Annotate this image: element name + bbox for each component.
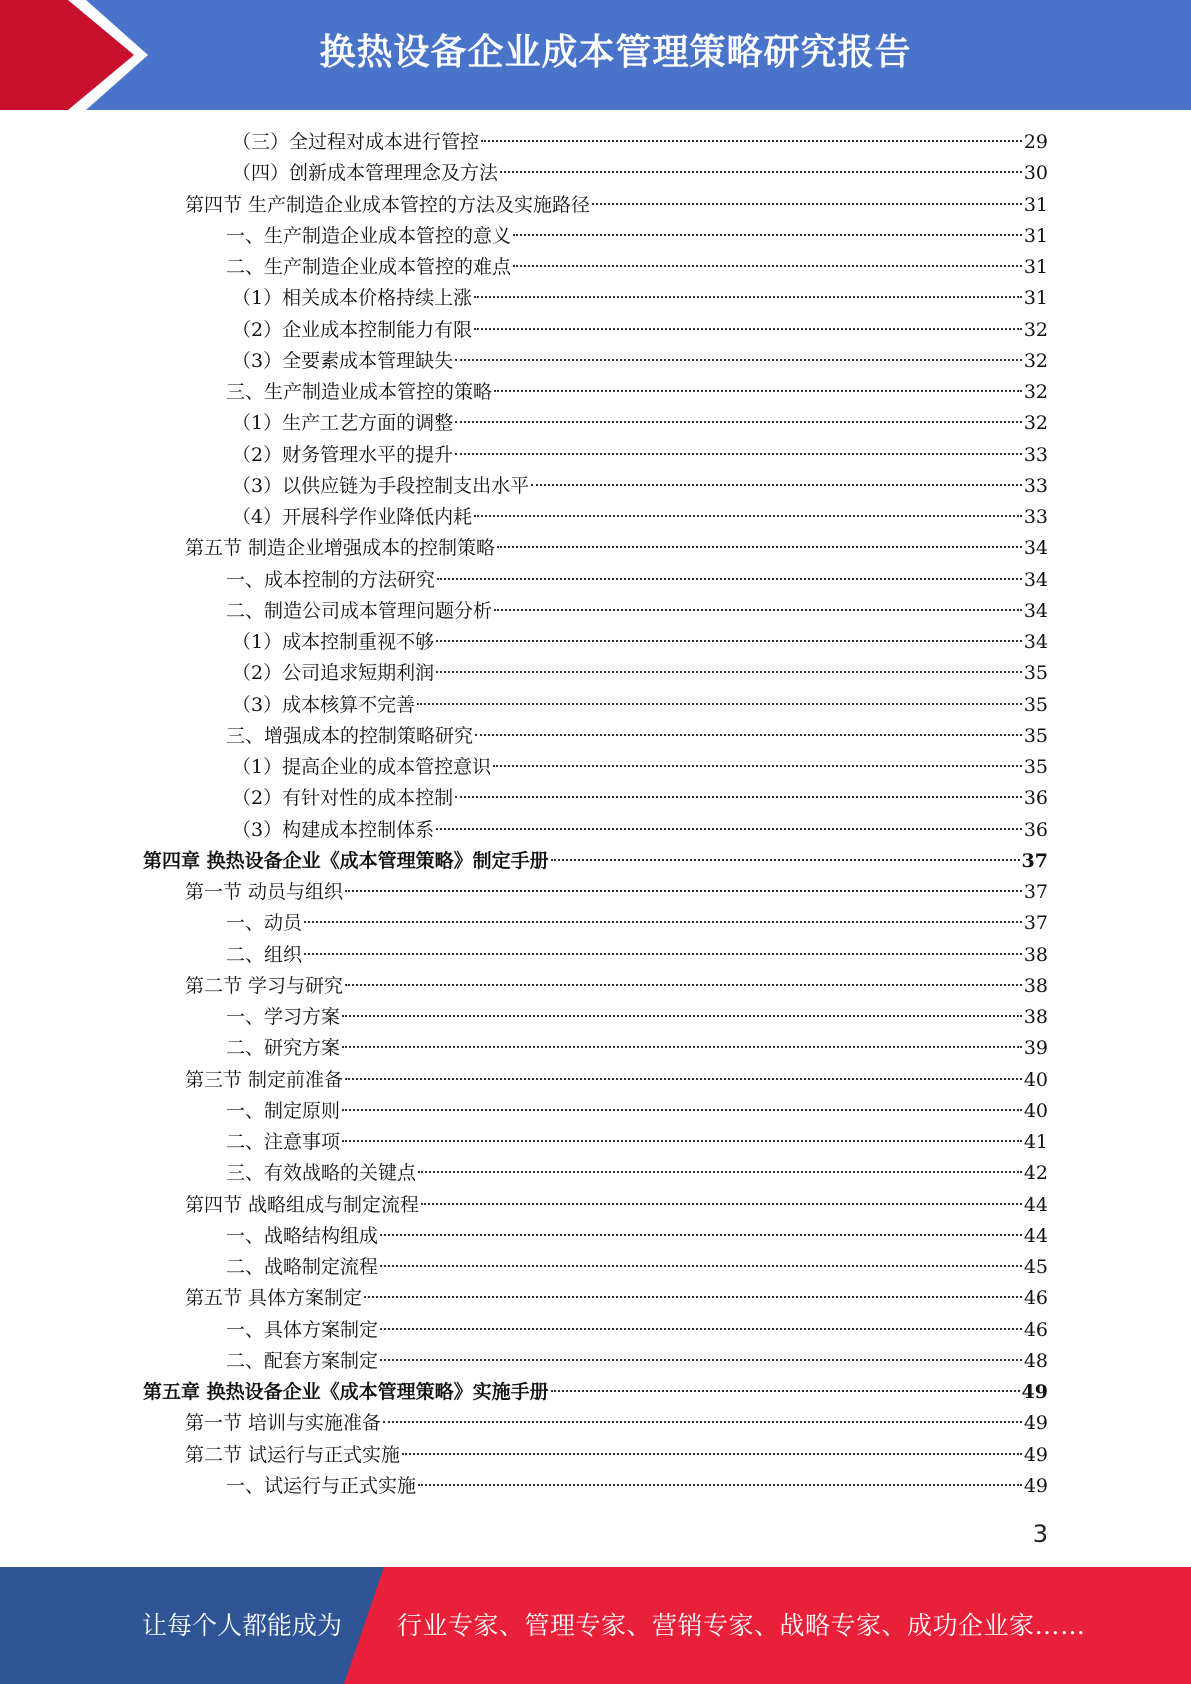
toc-leader-dots [342, 1140, 1022, 1142]
toc-entry-label: 二、研究方案 [226, 1037, 341, 1060]
toc-entry-label: （1）相关成本价格持续上涨 [232, 287, 473, 310]
toc-entry-label: 一、制定原则 [226, 1099, 341, 1122]
toc-leader-dots [455, 453, 1022, 455]
toc-entry-page: 31 [1023, 287, 1048, 310]
toc-entry-label: 第一节 动员与组织 [185, 881, 344, 903]
toc-entry-label: 一、生产制造企业成本管控的意义 [226, 224, 512, 247]
toc-entry[interactable] [0, 846, 1191, 877]
footer-slogan-left: 让每个人都能成为 [142, 1611, 343, 1640]
toc-entry-label: 二、注意事项 [226, 1131, 341, 1153]
toc-entry[interactable] [0, 440, 1191, 471]
toc-entry-page: 37 [1023, 912, 1048, 935]
toc-entry-page: 31 [1023, 224, 1048, 247]
toc-entry[interactable] [0, 408, 1191, 439]
toc-entry-page: 32 [1023, 349, 1048, 372]
toc-entry[interactable] [0, 315, 1191, 346]
toc-leader-dots [304, 953, 1022, 955]
toc-entry-page: 30 [1023, 162, 1048, 185]
toc-entry-page: 35 [1023, 756, 1048, 778]
toc-entry-label: 第四节 战略组成与制定流程 [185, 1193, 420, 1216]
toc-entry-label: 第四章 换热设备企业《成本管理策略》制定手册 [143, 849, 549, 872]
toc-entry[interactable] [0, 1283, 1191, 1314]
toc-leader-dots [455, 359, 1022, 361]
page-footer [0, 1567, 1191, 1684]
toc-leader-dots [497, 546, 1022, 548]
toc-entry-label: 一、学习方案 [226, 1006, 341, 1028]
toc-leader-dots [493, 765, 1022, 767]
toc-entry[interactable] [0, 158, 1191, 189]
toc-leader-dots [418, 1171, 1022, 1173]
toc-entry-page: 34 [1023, 537, 1048, 560]
toc-entry[interactable] [0, 908, 1191, 939]
toc-entry-page: 41 [1023, 1131, 1048, 1153]
toc-entry-label: 三、增强成本的控制策略研究 [226, 724, 474, 747]
toc-leader-dots [494, 390, 1022, 392]
toc-entry-page: 46 [1023, 1287, 1048, 1310]
toc-entry-label: 第三节 制定前准备 [185, 1068, 344, 1091]
toc-entry-page: 34 [1023, 631, 1048, 653]
toc-entry[interactable] [0, 1315, 1191, 1346]
toc-entry[interactable] [0, 283, 1191, 314]
toc-leader-dots [304, 921, 1022, 923]
toc-leader-dots [380, 1328, 1022, 1330]
toc-leader-dots [455, 796, 1022, 798]
toc-entry[interactable] [0, 346, 1191, 377]
toc-entry[interactable] [0, 1377, 1191, 1408]
toc-leader-dots [418, 1484, 1022, 1486]
toc-entry-label: （1）生产工艺方面的调整 [232, 412, 454, 435]
toc-entry-page: 46 [1023, 1318, 1048, 1341]
toc-leader-dots [437, 578, 1022, 580]
toc-entry[interactable] [0, 1221, 1191, 1252]
toc-leader-dots [380, 1265, 1022, 1267]
toc-entry-label: 二、生产制造企业成本管控的难点 [226, 256, 512, 278]
toc-entry[interactable] [0, 783, 1191, 814]
toc-entry-label: （3）以供应链为手段控制支出水平 [232, 474, 530, 497]
toc-entry[interactable] [0, 627, 1191, 658]
toc-entry-page: 36 [1023, 818, 1048, 841]
toc-entry-page: 49 [1023, 1412, 1048, 1435]
toc-entry-page: 40 [1023, 1068, 1048, 1091]
toc-leader-dots [475, 734, 1022, 736]
toc-leader-dots [513, 265, 1022, 267]
toc-entry-label: （四）创新成本管理理念及方法 [232, 162, 499, 185]
toc-leader-dots [380, 1359, 1022, 1361]
toc-leader-dots [380, 1234, 1022, 1236]
toc-entry-page: 35 [1023, 662, 1048, 685]
toc-entry[interactable] [0, 877, 1191, 908]
toc-leader-dots [474, 328, 1022, 330]
toc-leader-dots [500, 171, 1022, 173]
toc-entry[interactable] [0, 533, 1191, 564]
toc-leader-dots [345, 890, 1022, 892]
toc-entry-page: 35 [1023, 693, 1048, 716]
toc-entry[interactable] [0, 221, 1191, 252]
toc-entry-page: 36 [1023, 787, 1048, 810]
toc-entry-page: 49 [1021, 1381, 1048, 1403]
toc-entry-page: 44 [1023, 1224, 1048, 1247]
toc-entry[interactable] [0, 1408, 1191, 1439]
toc-leader-dots [481, 140, 1022, 142]
toc-entry[interactable] [0, 1190, 1191, 1221]
toc-entry-page: 42 [1023, 1162, 1048, 1185]
toc-entry-label: 第二节 学习与研究 [185, 974, 344, 997]
toc-entry-label: （2）财务管理水平的提升 [232, 443, 454, 466]
toc-entry[interactable] [0, 815, 1191, 846]
toc-entry-label: 三、生产制造业成本管控的策略 [226, 381, 493, 403]
toc-entry[interactable] [0, 658, 1191, 689]
toc-entry-label: 一、战略结构组成 [226, 1224, 379, 1247]
toc-leader-dots [531, 484, 1022, 486]
toc-entry[interactable] [0, 377, 1191, 408]
toc-leader-dots [513, 234, 1022, 236]
toc-leader-dots [455, 421, 1022, 423]
toc-entry[interactable] [0, 1096, 1191, 1127]
toc-entry-label: （2）有针对性的成本控制 [232, 787, 454, 810]
toc-entry-label: 三、有效战略的关键点 [226, 1162, 417, 1185]
toc-entry-label: （4）开展科学作业降低内耗 [232, 506, 473, 528]
toc-leader-dots [592, 203, 1022, 205]
toc-leader-dots [364, 1296, 1022, 1298]
toc-entry-label: 一、具体方案制定 [226, 1318, 379, 1341]
toc-leader-dots [342, 1109, 1022, 1111]
toc-leader-dots [474, 515, 1022, 517]
toc-entry-label: 二、配套方案制定 [226, 1349, 379, 1372]
toc-entry-label: （1）提高企业的成本管控意识 [232, 756, 492, 778]
header-title: 换热设备企业成本管理策略研究报告 [319, 32, 912, 73]
toc-entry[interactable] [0, 721, 1191, 752]
page-number: 3 [1032, 1520, 1048, 1548]
toc-entry-label: （2）公司追求短期利润 [232, 662, 435, 685]
toc-entry[interactable] [0, 1346, 1191, 1377]
toc-entry-page: 38 [1023, 974, 1048, 997]
toc-entry[interactable] [0, 1065, 1191, 1096]
toc-entry-page: 29 [1023, 131, 1048, 153]
toc-entry-label: 第五章 换热设备企业《成本管理策略》实施手册 [143, 1381, 549, 1403]
toc-entry[interactable] [0, 752, 1191, 783]
toc-entry[interactable] [0, 502, 1191, 533]
toc-entry-page: 44 [1023, 1193, 1048, 1216]
page-header [0, 0, 1191, 110]
toc-leader-dots [436, 640, 1022, 642]
toc-entry-page: 40 [1023, 1099, 1048, 1122]
toc-entry-page: 38 [1023, 1006, 1048, 1028]
toc-entry-page: 37 [1023, 881, 1048, 903]
toc-entry[interactable] [0, 1002, 1191, 1033]
toc-entry-label: 一、动员 [226, 912, 303, 935]
toc-entry-label: （3）构建成本控制体系 [232, 818, 435, 841]
toc-entry[interactable] [0, 252, 1191, 283]
toc-entry-label: 第五节 制造企业增强成本的控制策略 [185, 537, 496, 560]
table-of-contents [0, 127, 1191, 1502]
toc-entry-page: 32 [1023, 412, 1048, 435]
toc-leader-dots [436, 828, 1022, 830]
toc-entry[interactable] [0, 127, 1191, 158]
toc-entry-label: 一、成本控制的方法研究 [226, 568, 436, 591]
toc-entry-page: 38 [1023, 943, 1048, 966]
toc-leader-dots [474, 296, 1022, 298]
toc-leader-dots [494, 609, 1022, 611]
toc-entry[interactable] [0, 1033, 1191, 1064]
toc-entry[interactable] [0, 471, 1191, 502]
toc-entry-label: （三）全过程对成本进行管控 [232, 131, 480, 153]
toc-entry-label: （2）企业成本控制能力有限 [232, 318, 473, 341]
toc-entry[interactable] [0, 1127, 1191, 1158]
toc-entry-page: 49 [1023, 1443, 1048, 1466]
toc-leader-dots [345, 1078, 1022, 1080]
toc-entry[interactable] [0, 1158, 1191, 1189]
toc-entry[interactable] [0, 940, 1191, 971]
toc-leader-dots [402, 1453, 1022, 1455]
toc-entry-label: （3）全要素成本管理缺失 [232, 349, 454, 372]
toc-leader-dots [417, 703, 1022, 705]
footer-slogan-right: 行业专家、管理专家、营销专家、战略专家、成功企业家…… [397, 1611, 1086, 1640]
toc-entry[interactable] [0, 1471, 1191, 1502]
toc-entry-page: 31 [1023, 193, 1048, 216]
toc-leader-dots [436, 671, 1022, 673]
toc-entry-label: 二、制造公司成本管理问题分析 [226, 599, 493, 622]
toc-entry-label: 二、组织 [226, 943, 303, 966]
toc-entry-label: 一、试运行与正式实施 [226, 1474, 417, 1497]
toc-entry-page: 33 [1023, 443, 1048, 466]
toc-entry-page: 32 [1023, 318, 1048, 341]
toc-leader-dots [342, 1046, 1022, 1048]
toc-entry-page: 35 [1023, 724, 1048, 747]
toc-entry-label: 第四节 生产制造企业成本管控的方法及实施路径 [185, 193, 591, 216]
toc-entry-label: 第一节 培训与实施准备 [185, 1412, 382, 1435]
toc-entry-page: 49 [1023, 1474, 1048, 1497]
toc-entry-label: 二、战略制定流程 [226, 1256, 379, 1278]
toc-entry-page: 37 [1021, 849, 1048, 872]
toc-entry[interactable] [0, 596, 1191, 627]
toc-leader-dots [421, 1203, 1022, 1205]
toc-entry-page: 34 [1023, 599, 1048, 622]
toc-entry[interactable] [0, 190, 1191, 221]
toc-entry[interactable] [0, 690, 1191, 721]
toc-entry-label: 第二节 试运行与正式实施 [185, 1443, 401, 1466]
toc-entry-label: 第五节 具体方案制定 [185, 1287, 363, 1310]
toc-entry[interactable] [0, 565, 1191, 596]
toc-entry-page: 45 [1023, 1256, 1048, 1278]
toc-entry-label: （1）成本控制重视不够 [232, 631, 435, 653]
toc-leader-dots [383, 1421, 1022, 1423]
toc-leader-dots [345, 984, 1022, 986]
toc-entry-page: 31 [1023, 256, 1048, 278]
toc-entry[interactable] [0, 1252, 1191, 1283]
toc-entry[interactable] [0, 971, 1191, 1002]
toc-entry-label: （3）成本核算不完善 [232, 693, 416, 716]
toc-entry-page: 39 [1023, 1037, 1048, 1060]
toc-leader-dots [551, 859, 1020, 861]
toc-entry-page: 33 [1023, 506, 1048, 528]
toc-leader-dots [551, 1390, 1020, 1392]
toc-entry-page: 32 [1023, 381, 1048, 403]
toc-leader-dots [342, 1015, 1022, 1017]
toc-entry-page: 33 [1023, 474, 1048, 497]
toc-entry-page: 34 [1023, 568, 1048, 591]
toc-entry-page: 48 [1023, 1349, 1048, 1372]
toc-entry[interactable] [0, 1440, 1191, 1471]
